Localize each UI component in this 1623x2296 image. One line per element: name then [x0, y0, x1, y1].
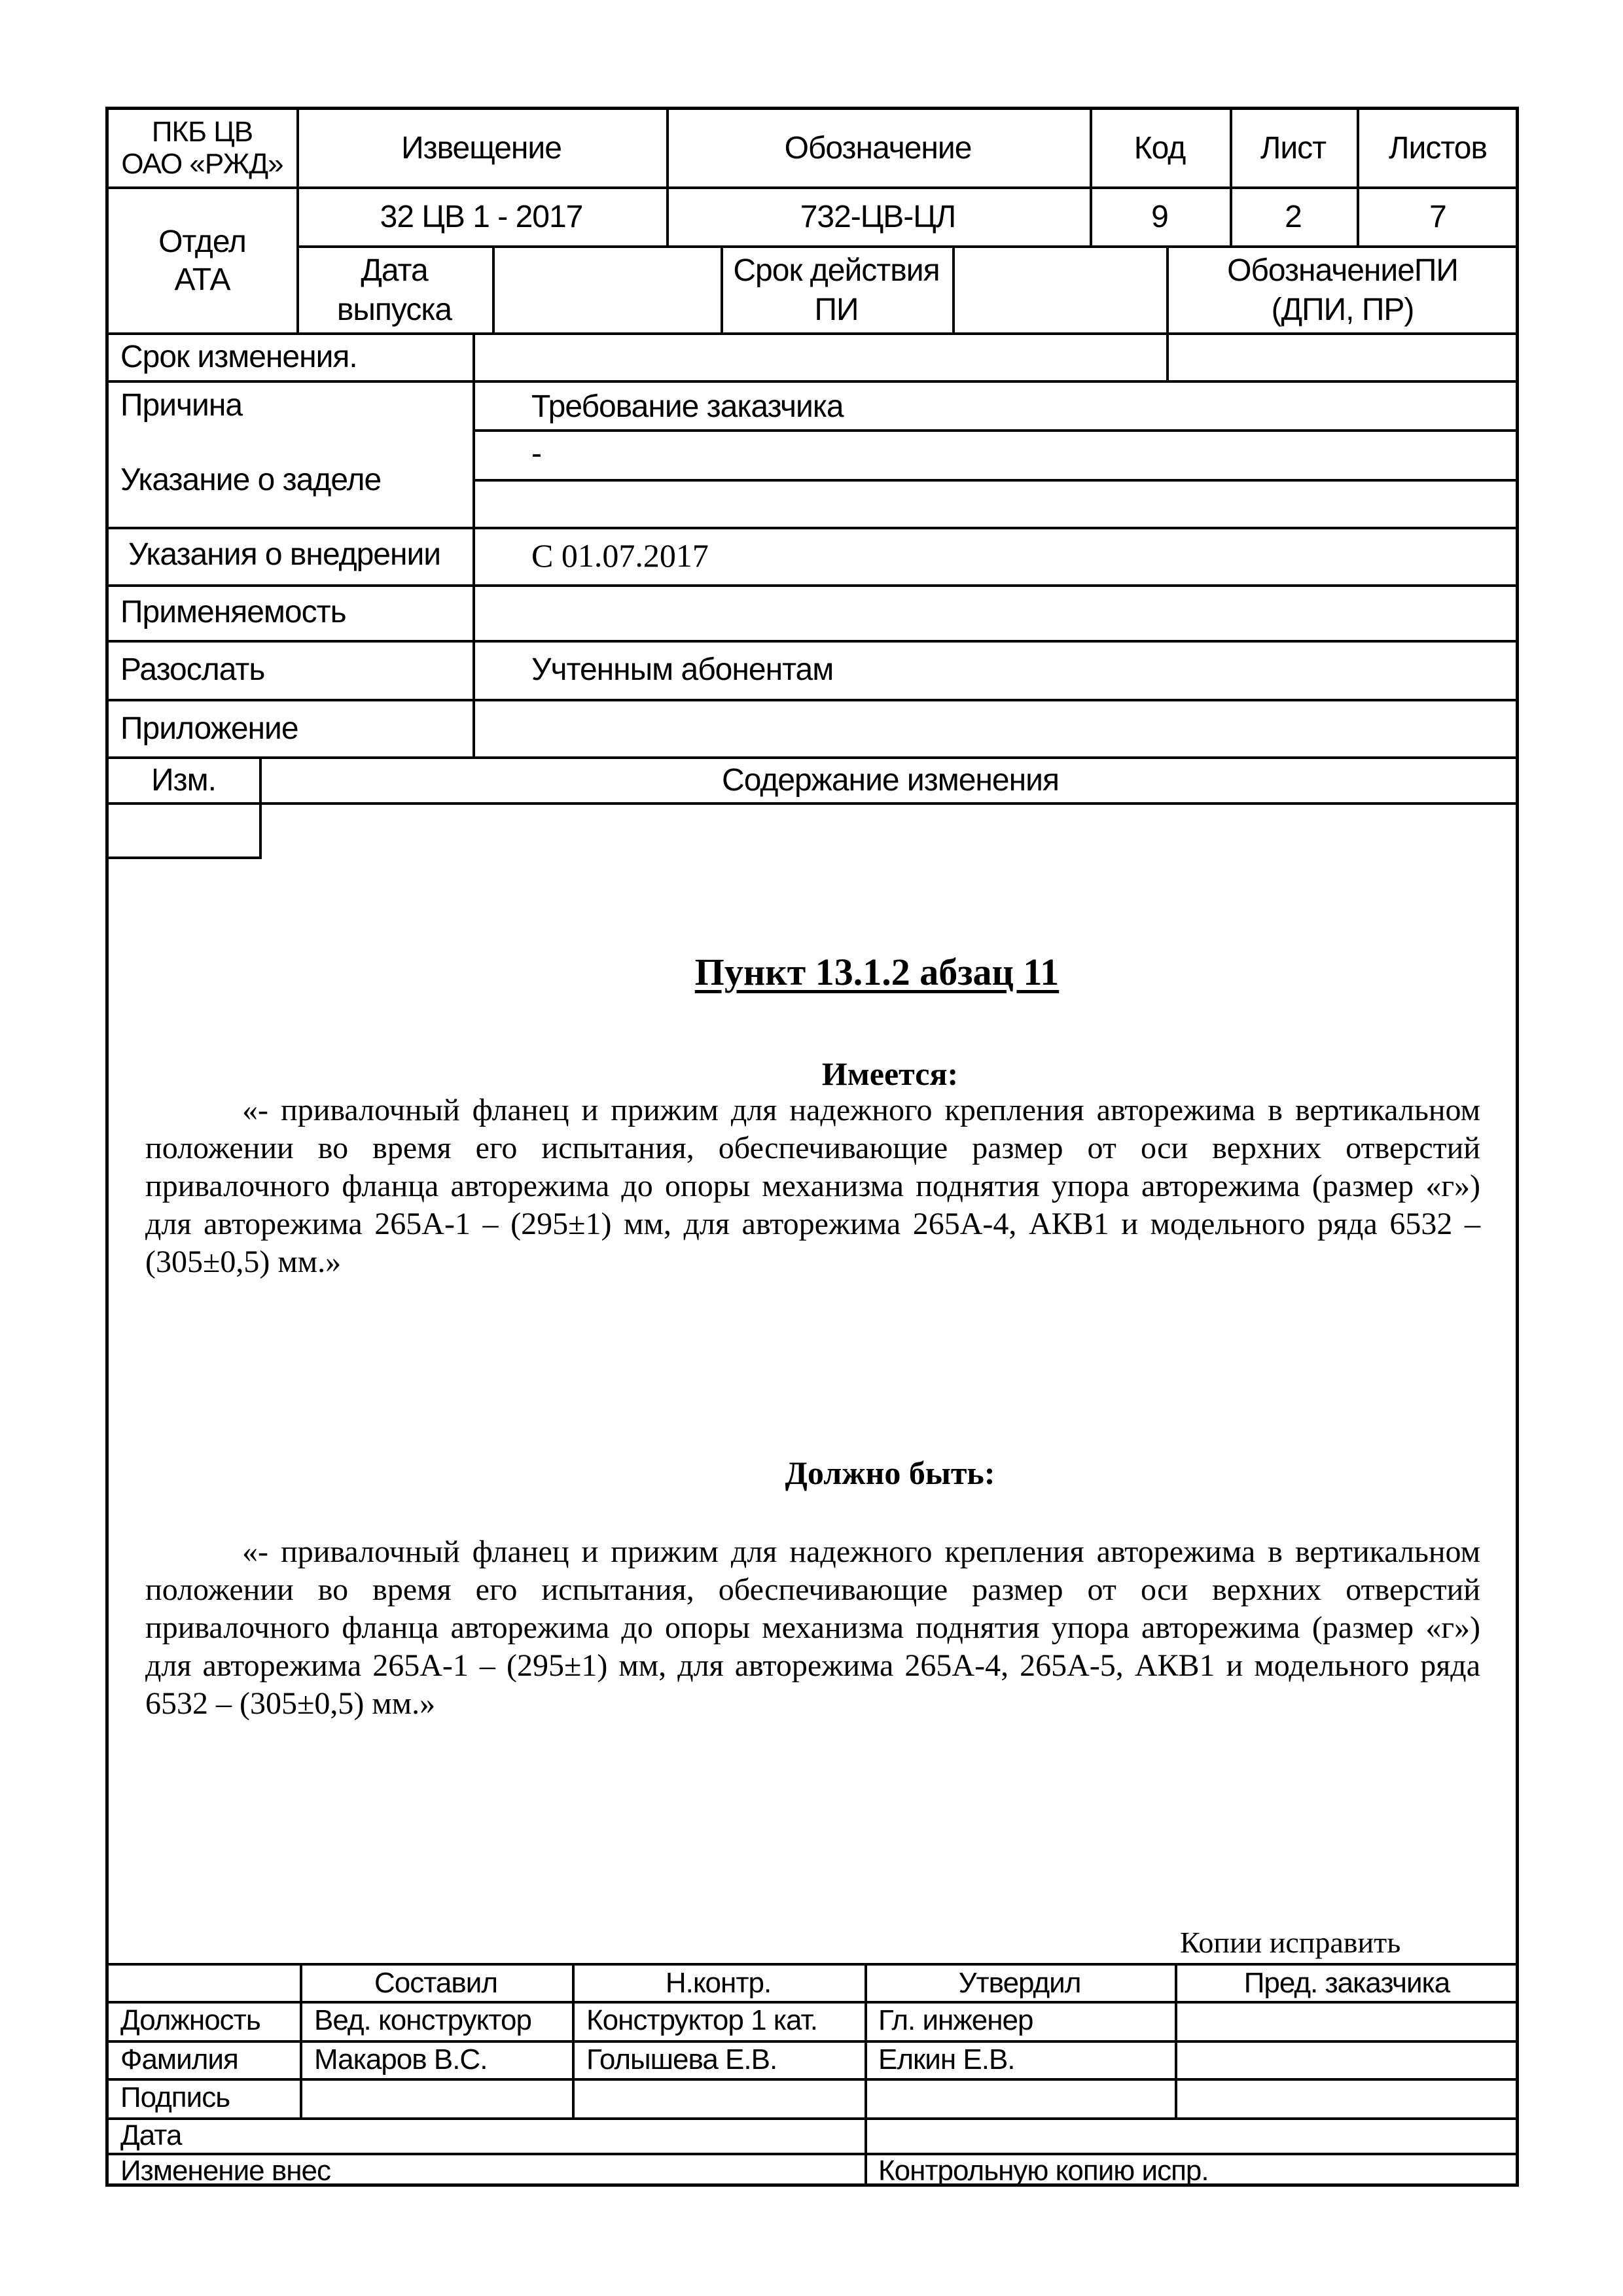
rule [105, 332, 1519, 335]
sheet-label: Лист [1260, 130, 1327, 166]
reason-label: Причина [120, 388, 243, 423]
rule [105, 699, 1519, 701]
pi-designation-label [1166, 248, 1519, 332]
row-label-surname: Фамилия [120, 2043, 238, 2075]
implementation-label: Указания о внедрении [128, 537, 441, 572]
org-line: ОАО «РЖД» [121, 147, 283, 180]
row-label-date: Дата [120, 2119, 182, 2151]
rule [473, 332, 475, 756]
rule [105, 2117, 1519, 2120]
designation-label: Обозначение [784, 130, 972, 166]
dept-line: АТА [174, 262, 230, 297]
change-content-label: Содержание изменения [722, 763, 1059, 798]
existing-text: «- привалочный фланец и прижим для надежного крепления авторежима в вертикальном положении во время его испытания, обеспечивающие размер от оси верхних отверстий привалочного фланца авторежима до опоры механизма поднятия упора авторежима (размер «г») для авторежима 265А-1 – (295±1) мм, для авторежима 265А-4, АКВ1 и модельного ряда 6532 – (305±0,5) мм.» [145, 1093, 1480, 1279]
name-norm-control: Голышева Е.В. [586, 2043, 777, 2075]
code-value: 9 [1151, 200, 1168, 235]
column-norm-control: Н.контр. [665, 1966, 772, 1999]
send-value: Учтенным абонентам [531, 652, 834, 687]
sheets-label: Листов [1389, 130, 1487, 166]
rule [105, 380, 1519, 383]
change-made-label: Изменение внес [120, 2155, 331, 2187]
rule [105, 2001, 1519, 2004]
sheets-value: 7 [1429, 200, 1446, 235]
validity-label [721, 248, 952, 332]
org-line: ПКБ ЦВ [151, 116, 253, 149]
send-label: Разослать [120, 652, 265, 687]
position-approved: Гл. инженер [878, 2004, 1033, 2036]
label-line: Дата [361, 253, 428, 288]
should-heading: Должно быть: [785, 1455, 995, 1491]
rule [105, 2078, 1519, 2081]
designation-value: 732-ЦВ-ЦЛ [800, 200, 956, 235]
rule [105, 857, 262, 859]
rule [473, 429, 1519, 432]
label-line: (ДПИ, ПР) [1271, 292, 1414, 327]
org-name [108, 110, 296, 186]
existing-paragraph [145, 1091, 1480, 1281]
control-copy-label: Контрольную копию испр. [878, 2155, 1209, 2187]
implementation-value: С 01.07.2017 [531, 537, 709, 574]
row-label-signature: Подпись [120, 2081, 230, 2113]
issue-date-label [296, 248, 492, 332]
rule [105, 2040, 1519, 2043]
dept-line: Отдел [158, 224, 246, 259]
department [108, 189, 296, 332]
name-compiled: Макаров В.С. [314, 2043, 488, 2075]
should-text: «- привалочный фланец и прижим для надежного крепления авторежима в вертикальном положении во время его испытания, обеспечивающие размер от оси верхних отверстий привалочного фланца авторежима до опоры механизма поднятия упора авторежима (размер «г») для авторежима 265А-1 – (295±1) мм, для авторежима 265А-4, 265А-5, АКВ1 и модельного ряда 6532 – (305±0,5) мм.» [145, 1534, 1480, 1721]
sheet-value: 2 [1285, 200, 1302, 235]
rule [105, 640, 1519, 643]
position-compiled: Вед. конструктор [314, 2004, 531, 2036]
rule [492, 245, 495, 332]
label-line: ОбозначениеПИ [1227, 253, 1458, 288]
position-norm-control: Конструктор 1 кат. [586, 2004, 818, 2036]
column-approved: Утвердил [958, 1966, 1081, 1999]
column-compiled: Составил [374, 1966, 497, 1999]
section-title: Пункт 13.1.2 абзац 11 [694, 951, 1060, 993]
rule [952, 245, 955, 332]
backlog-label: Указание о заделе [120, 463, 382, 497]
code-label: Код [1133, 130, 1186, 166]
reason-value: Требование заказчика [531, 389, 844, 424]
backlog-value: - [531, 436, 541, 471]
copies-note: Копии исправить [1180, 1926, 1401, 1959]
should-paragraph [145, 1533, 1480, 1723]
rule [105, 527, 1519, 529]
rule [473, 479, 1519, 482]
izm-label: Изм. [151, 763, 216, 798]
label-line: Срок действия [733, 253, 940, 288]
applicability-label: Применяемость [120, 595, 346, 629]
column-customer-rep: Пред. заказчика [1243, 1966, 1450, 1999]
name-approved: Елкин Е.В. [878, 2043, 1015, 2075]
rule [105, 802, 1519, 805]
row-label-position: Должность [120, 2004, 260, 2036]
notice-number: 32 ЦВ 1 - 2017 [380, 200, 583, 235]
existing-heading: Имеется: [821, 1055, 959, 1092]
appendix-label: Приложение [120, 711, 298, 746]
label-line: ПИ [814, 292, 859, 327]
notice-label: Извещение [401, 130, 562, 166]
label-line: выпуска [336, 292, 452, 327]
rule [105, 584, 1519, 587]
change-term-label: Срок изменения. [120, 340, 357, 374]
